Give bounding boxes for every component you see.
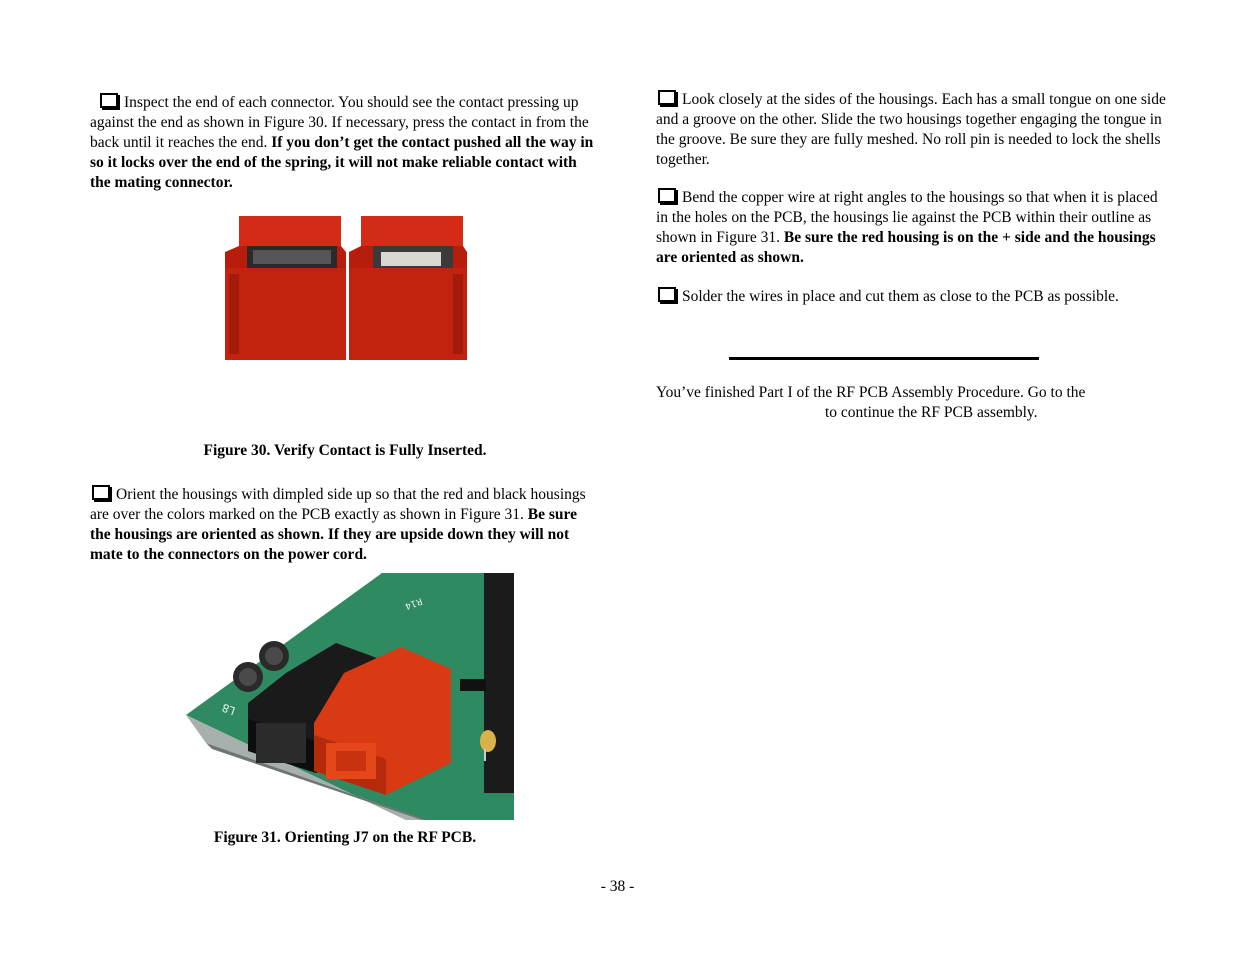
checkbox-icon[interactable] [100,93,118,108]
step-solder-wires: Solder the wires in place and cut them as close to the PCB as possible. [656,287,1166,307]
svg-text:R14: R14 [403,595,424,611]
figure-31-caption: Figure 31. Orienting J7 on the RF PCB. [213,829,477,846]
svg-text:L8: L8 [220,700,238,718]
finish-note-line1: You’ve finished Part I of the RF PCB Assembly Procedure. Go to the [656,384,1086,401]
checkbox-icon[interactable] [658,90,676,105]
finish-note-line2: to continue the RF PCB assembly. [825,404,1038,421]
step-slide-housings: Look closely at the sides of the housings. Each has a small tongue on one side and a groove on the other. Slide the two housings together engaging the tongue in the groove. Be sure they are fully meshed. No roll pin is needed to lock the shells together. [656,91,1166,168]
figure-31-photo [186,573,514,820]
checkbox-icon[interactable] [92,485,110,500]
step-bend-wire: Bend the copper wire at right angles to the housings so that when it is placed in the holes on the PCB, the housings lie against the PCB within their outline as shown in Figure 31. Be sure the red housing is on the + side and the housings are oriented as shown. [656,189,1158,266]
figure-30-photo [223,212,469,360]
section-divider [729,357,1039,360]
checkbox-icon[interactable] [658,287,676,302]
step-orient-housings: Orient the housings with dimpled side up so that the red and black housings are over the colors marked on the PCB exactly as shown in Figure 31. Be sure the housings are oriented as shown. If they are upside down they will not mate to the connectors on the power cord. [90,486,586,563]
checkbox-icon[interactable] [658,188,676,203]
step-inspect-contact: Inspect the end of each connector. You should see the contact pressing up against the end as shown in Figure 30. If necessary, press the contact in from the back until it reaches the end. If you don’t get the contact pushed all the way in so it locks over the end of the spring, it will not make reliable contact with the mating connector. [90,94,594,191]
page-number: - 38 - [600,878,635,895]
figure-30-caption: Figure 30. Verify Contact is Fully Inserted. [203,442,487,459]
